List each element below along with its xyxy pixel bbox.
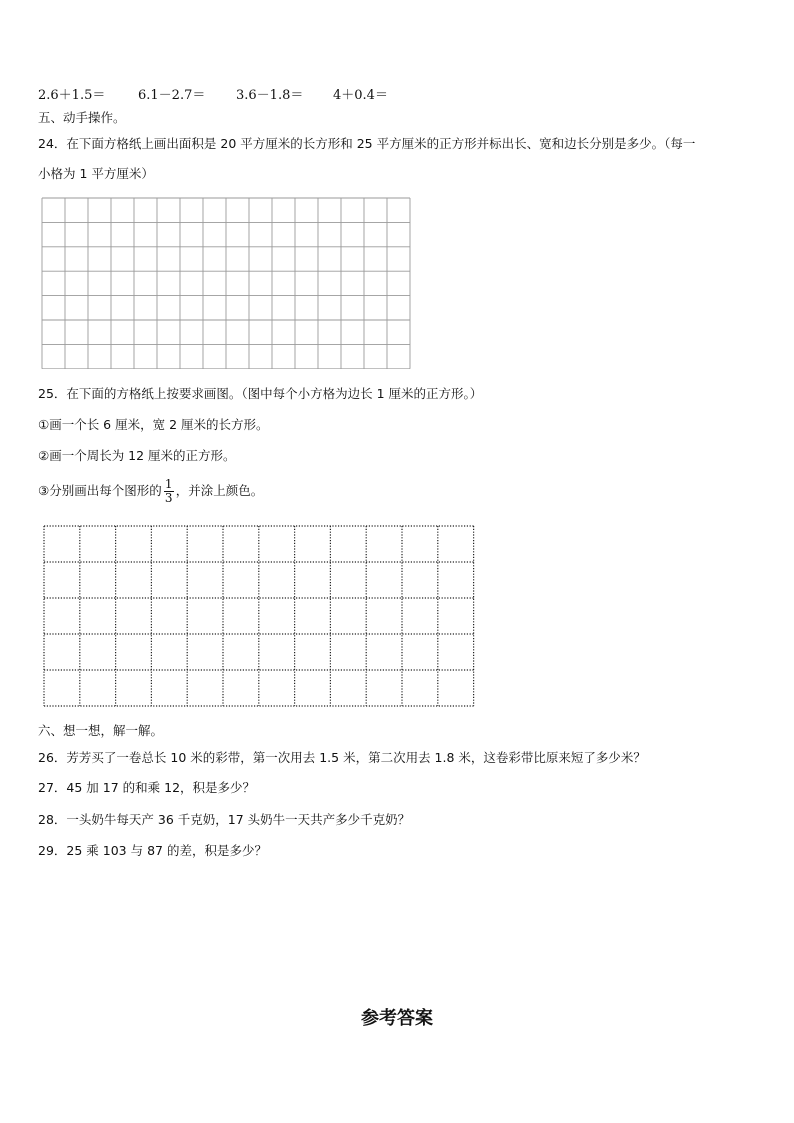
question-24-line-2: 小格为 1 平方厘米） [38,166,154,181]
question-25-item-2: ②画一个周长为 12 厘米的正方形。 [38,448,236,463]
dotted-grid-q25 [43,525,475,707]
expression-2: 6.1－2.7＝ [138,88,206,103]
section-6-heading: 六、想一想，解一解。 [38,723,164,738]
expression-4: 4＋0.4＝ [333,88,388,103]
question-25-intro: 25．在下面的方格纸上按要求画图。（图中每个小方格为边长 1 厘米的正方形。） [38,386,483,401]
item-3-prefix: ③分别画出每个图形的 [38,483,162,498]
item-3-suffix: ，并涂上颜色。 [175,483,264,498]
question-26: 26．芳芳买了一卷总长 10 米的彩带，第一次用去 1.5 米，第二次用去 1.8 米，这卷彩带比原来短了多少米？ [38,750,646,765]
section-5-heading: 五、动手操作。 [38,110,126,125]
question-24-line-1: 24．在下面方格纸上画出面积是 20 平方厘米的长方形和 25 平方厘米的正方形并标出长、宽和边长分别是多少。（每一 [38,136,696,151]
question-25-item-3 [38,477,263,505]
grid-paper-q24 [41,197,415,369]
fraction-one-third [164,478,174,505]
question-25-item-1: ①画一个长 6 厘米，宽 2 厘米的长方形。 [38,417,269,432]
question-28: 28．一头奶牛每天产 36 千克奶，17 头奶牛一天共产多少千克奶？ [38,812,411,827]
answer-key-title: 参考答案 [361,1008,433,1029]
question-29: 29．25 乘 103 与 87 的差，积是多少？ [38,843,267,858]
expression-1: 2.6＋1.5＝ [38,88,106,103]
expression-3: 3.6－1.8＝ [236,88,304,103]
fraction-denominator: 3 [164,491,173,505]
fraction-numerator: 1 [164,477,173,491]
question-27: 27．45 加 17 的和乘 12，积是多少？ [38,780,256,795]
